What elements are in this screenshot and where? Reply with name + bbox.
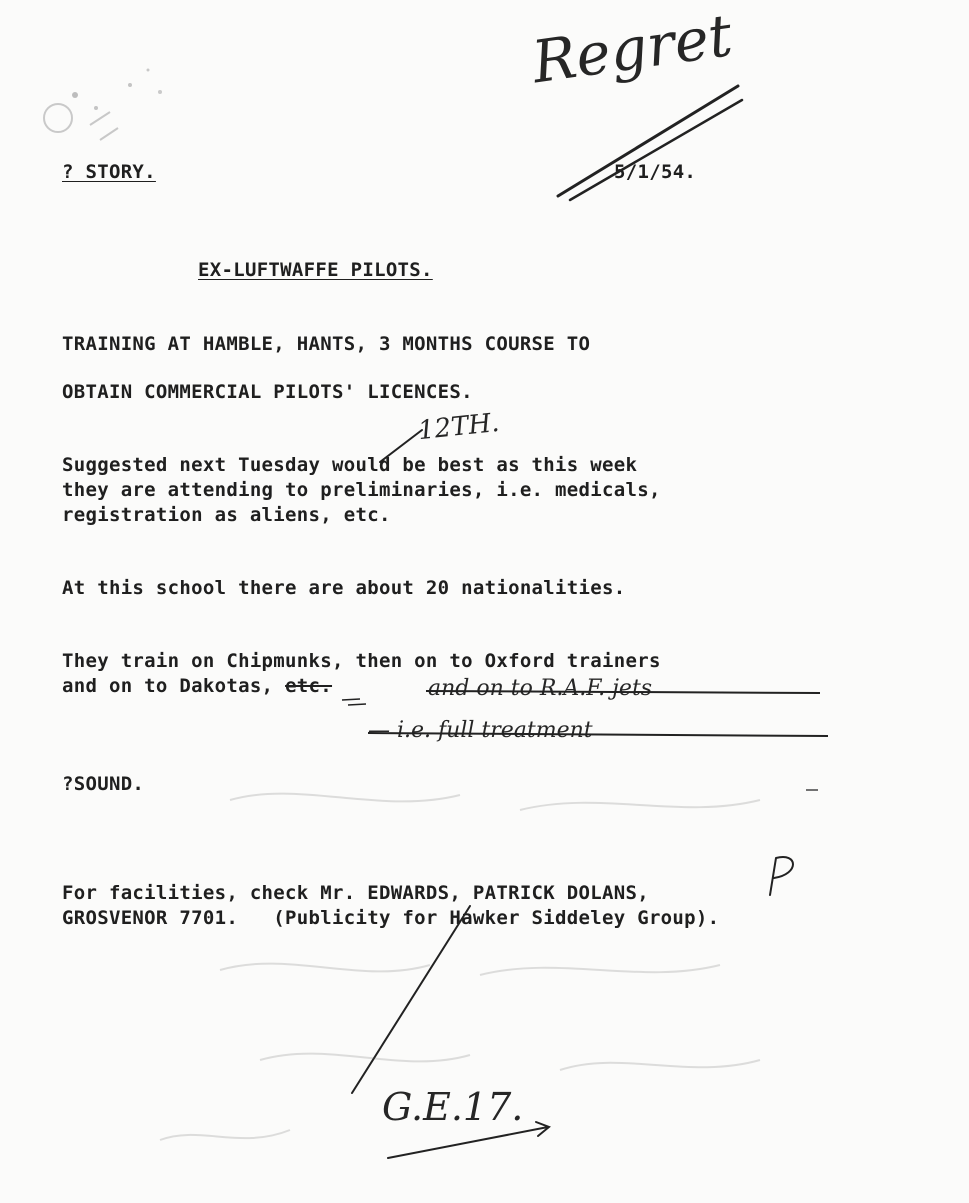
- train-line-1: They train on Chipmunks, then on to Oxford trainers: [62, 650, 661, 672]
- handwritten-bottom-initials: G.E.17.: [382, 1085, 524, 1129]
- school-line: At this school there are about 20 nationalities.: [62, 577, 626, 599]
- document-title: EX-LUFTWAFFE PILOTS.: [198, 259, 433, 281]
- document-date: 5/1/54.: [614, 161, 697, 183]
- train-line-2-text: and on to Dakotas,: [62, 675, 274, 697]
- training-line-1: TRAINING AT HAMBLE, HANTS, 3 MONTHS COURSE TO: [62, 333, 591, 355]
- training-line-2: OBTAIN COMMERCIAL PILOTS' LICENCES.: [62, 381, 473, 403]
- handwritten-addition-2: — i.e. full treatment: [368, 718, 593, 743]
- suggested-line-3: registration as aliens, etc.: [62, 504, 391, 526]
- story-label: ? STORY.: [62, 161, 156, 183]
- suggested-line-2: they are attending to preliminaries, i.e. medicals,: [62, 479, 661, 501]
- struck-etc: etc.: [285, 675, 333, 697]
- sound-line: ?SOUND.: [62, 773, 145, 795]
- handwritten-regret: Regret: [528, 1, 737, 97]
- handwritten-date-insert: 12TH.: [416, 407, 501, 447]
- facilities-line-1: For facilities, check Mr. EDWARDS, PATRICK DOLANS,: [62, 882, 649, 904]
- suggested-line-1: Suggested next Tuesday would be best as this week: [62, 454, 638, 476]
- facilities-line-2: GROSVENOR 7701. (Publicity for Hawker Siddeley Group).: [62, 907, 720, 929]
- handwritten-addition-1: and on to R.A.F. jets: [428, 676, 653, 701]
